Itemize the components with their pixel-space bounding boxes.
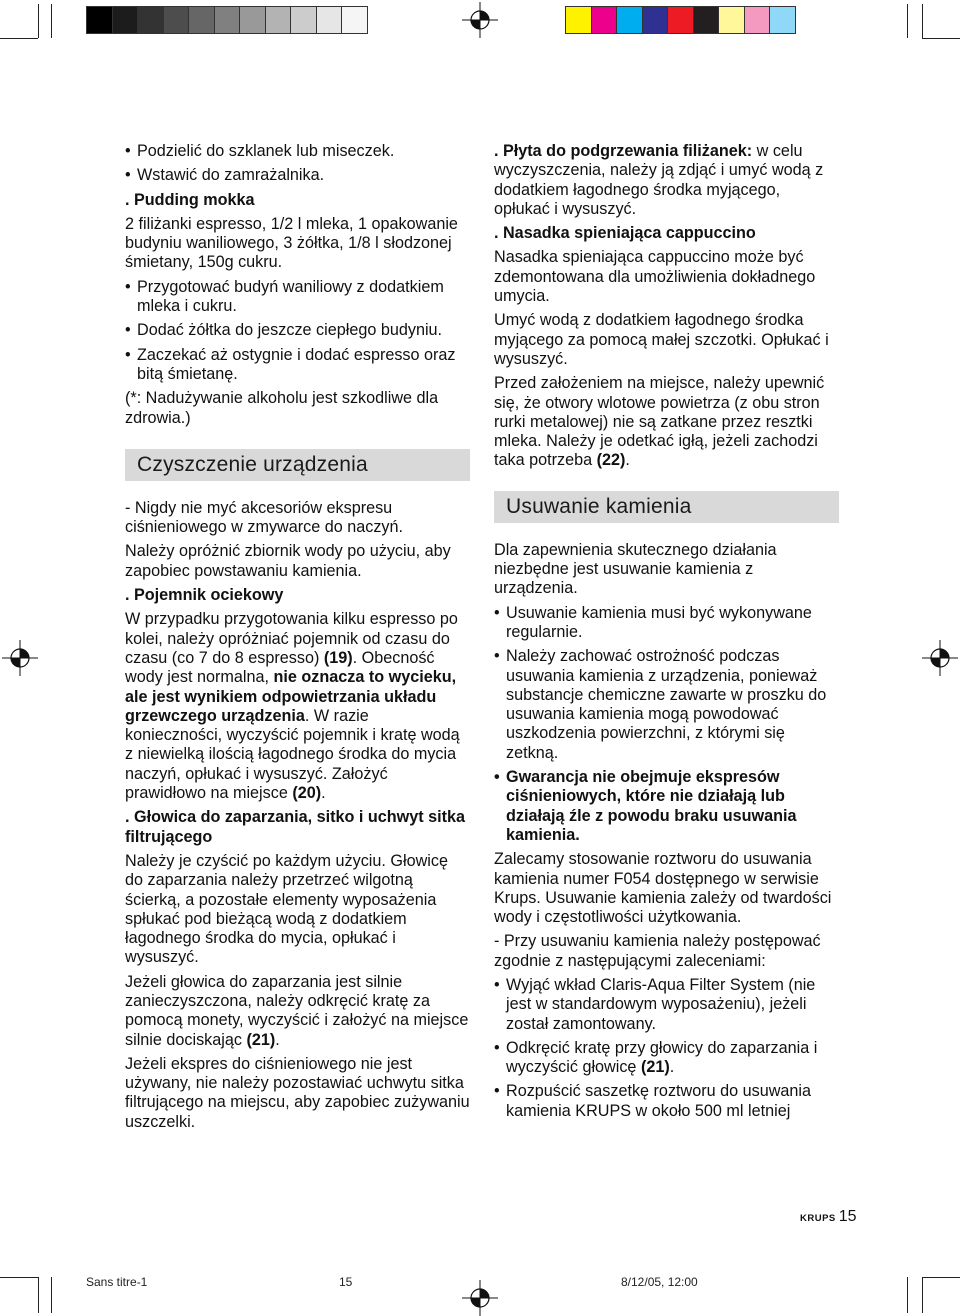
text-run: Jeżeli głowica do zaparzania jest silnie zanieczyszczona, należy odkręcić kratę za pomocą monety, wyczyścić i założyć na miejsce silnie dociskając <box>125 972 469 1049</box>
list-item: • Podzielić do szklanek lub miseczek. <box>125 142 470 161</box>
nozzle-paragraph: Nasadka spieniająca cappuccino może być zdemontowana dla umożliwienia dokładnego umycia. <box>494 248 816 306</box>
text-run: Przed założeniem na miejsce, należy upewnić się, że otwory wlotowe powietrza (z obu stron rurki metalowej) nie są zatkane przez resztki mleka. Należy je odetkać igłą, jeżeli zachodzi taka potrzeba <box>494 374 825 470</box>
text-run: w celu wyczyszczenia, należy ją zdjąć i umyć wodą z dodatkiem łagodnego środka myjącego, opłukać i wysuszyć. <box>494 142 824 218</box>
drip-tray-paragraph <box>125 610 470 803</box>
crop-mark <box>922 1277 960 1278</box>
gray-swatch <box>113 7 139 33</box>
figure-ref: (21) <box>246 1030 276 1049</box>
crop-mark <box>922 38 960 39</box>
color-calibration-bar <box>565 6 796 34</box>
list-item: • Przygotować budyń waniliowy z dodatkiem mleka i cukru. <box>125 278 470 317</box>
list-item: • Dodać żółtka do jeszcze ciepłego budyniu. <box>125 321 470 340</box>
list-item: • Rozpuścić saszetkę roztworu do usuwania kamienia KRUPS w około 500 ml letniej <box>494 1082 839 1121</box>
nozzle-paragraph <box>494 374 839 470</box>
color-swatch <box>719 7 745 33</box>
text-run: . <box>669 1058 675 1077</box>
color-swatch <box>770 7 795 33</box>
color-swatch <box>566 7 592 33</box>
crop-mark <box>0 38 38 39</box>
gray-swatch <box>189 7 215 33</box>
cleaning-heading: Czyszczenie urządzenia <box>125 449 470 481</box>
registration-mark-icon <box>2 640 38 676</box>
color-swatch <box>643 7 669 33</box>
footer-filename: Sans titre-1 <box>86 1275 148 1289</box>
text-run: . W razie konieczności, wyczyścić pojemnik i kratę wodą z niewielką ilością łagodnego środka do mycia naczyń, opłukać i wysuszyć. Założyć prawidłowo na miejsce <box>125 706 460 803</box>
cup-plate-paragraph <box>494 142 839 219</box>
crop-mark <box>907 1277 908 1313</box>
color-swatch <box>592 7 618 33</box>
nozzle-title: . Nasadka spieniająca cappuccino <box>494 224 756 243</box>
descaling-paragraph: - Przy usuwaniu kamienia należy postępować zgodnie z następującymi zaleceniami: <box>494 932 821 970</box>
figure-ref: (19) <box>323 648 353 667</box>
text-run: . Obecność wody jest normalna, <box>125 648 435 687</box>
cleaning-paragraph: Należy opróżnić zbiornik wody po użyciu, aby zapobiec powstawaniu kamienia. <box>125 542 451 580</box>
text-run: . <box>275 1030 280 1049</box>
figure-ref: (22) <box>596 451 626 470</box>
gray-swatch <box>266 7 292 33</box>
list-item: • Wstawić do zamrażalnika. <box>125 166 470 185</box>
text-run: . <box>625 451 630 470</box>
page-number <box>800 1208 857 1226</box>
crop-mark <box>51 4 52 38</box>
pudding-title: . Pudding mokka <box>125 190 255 209</box>
gray-swatch <box>138 7 164 33</box>
brew-head-title: . Głowica do zaparzania, sitko i uchwyt sitka filtrującego <box>125 808 466 846</box>
text-run-bold: nie oznacza to wycieku, ale jest wynikiem odpowietrzania układu grzewczego urządzenia <box>125 668 457 725</box>
registration-mark-icon <box>922 640 958 676</box>
crop-mark <box>51 1277 52 1313</box>
descaling-paragraph: Zalecamy stosowanie roztworu do usuwania kamienia numer F054 dostępnego w serwisie Krups. Usuwanie kamienia zależy od twardości wody i częstotliwości użytkowania. <box>494 850 832 927</box>
right-column <box>494 142 839 1126</box>
drip-tray-title: . Pojemnik ociekowy <box>125 586 284 605</box>
crop-mark <box>38 4 39 38</box>
gray-swatch <box>291 7 317 33</box>
list-item <box>494 1039 839 1078</box>
gray-swatch <box>317 7 343 33</box>
registration-mark-icon <box>462 1280 498 1316</box>
text-run: W przypadku przygotowania kilku espresso po kolei, należy opróżniać pojemnik od czasu do czasu (co 7 do 8 espresso) <box>125 610 458 667</box>
list-item: • Wyjąć wkład Claris-Aqua Filter System (nie jest w standardowym wyposażeniu), jeżeli został zamontowany. <box>494 976 839 1034</box>
color-swatch <box>668 7 694 33</box>
brew-head-paragraph: Należy je czyścić po każdym użyciu. Głowicę do zaparzania należy przetrzeć wilgotną ścierką, a pozostałe elementy wyposażenia spłukać pod bieżącą wodą z dodatkiem łagodnego środka do mycia, opłukać i wysuszyć. <box>125 851 448 967</box>
list-item: • Należy zachować ostrożność podczas usuwania kamienia z urządzenia, ponieważ substancje chemiczne zawarte w proszku do usuwania kamienia mogą powodować uszkodzenia powierzchni, z którymi się zetkną. <box>494 647 839 763</box>
color-swatch <box>617 7 643 33</box>
figure-ref: (20) <box>292 784 322 803</box>
brand-logo: KRUPS <box>800 1213 836 1224</box>
text-run: Odkręcić kratę przy głowicy do zaparzania i wyczyścić głowicę <box>506 1038 818 1077</box>
crop-mark <box>38 1277 39 1313</box>
crop-mark <box>0 1277 38 1278</box>
grayscale-calibration-bar <box>86 6 368 34</box>
registration-mark-icon <box>462 2 498 38</box>
warranty-warning: • Gwarancja nie obejmuje ekspresów ciśnieniowych, które nie działają lub działają źle z powodu braku usuwania kamienia. <box>494 768 839 845</box>
footer-page: 15 <box>339 1275 353 1289</box>
footer-datetime: 8/12/05, 12:00 <box>621 1275 698 1289</box>
list-item: • Usuwanie kamienia musi być wykonywane regularnie. <box>494 604 839 643</box>
crop-mark <box>907 4 908 38</box>
alcohol-note: (*: Nadużywanie alkoholu jest szkodliwe dla zdrowia.) <box>125 389 439 427</box>
page-number-value: 15 <box>838 1208 857 1225</box>
descaling-paragraph: Dla zapewnienia skutecznego działania niezbędne jest usuwanie kamienia z urządzenia. <box>494 540 777 598</box>
brew-head-paragraph: Jeżeli ekspres do ciśnieniowego nie jest używany, nie należy pozostawiać uchwytu sitka filtrującego na miejscu, aby zapobiec zużywaniu uszczelki. <box>125 1054 470 1131</box>
color-swatch <box>694 7 720 33</box>
color-swatch <box>745 7 771 33</box>
list-item: • Zaczekać aż ostygnie i dodać espresso oraz bitą śmietanę. <box>125 346 470 385</box>
pudding-ingredients: 2 filiżanki espresso, 1/2 l mleka, 1 opakowanie budyniu waniliowego, 3 żółtka, 1/8 l słodzonej śmietany, 150g cukru. <box>125 214 458 272</box>
crop-mark <box>922 4 923 38</box>
nozzle-paragraph: Umyć wodą z dodatkiem łagodnego środka myjącego za pomocą małej szczotki. Opłukać i wysuszyć. <box>494 311 829 368</box>
cleaning-paragraph: - Nigdy nie myć akcesoriów ekspresu ciśnieniowego w zmywarce do naczyń. <box>125 498 404 537</box>
gray-swatch <box>87 7 113 33</box>
descaling-heading: Usuwanie kamienia <box>494 491 839 523</box>
brew-head-paragraph <box>125 973 470 1050</box>
gray-swatch <box>215 7 241 33</box>
gray-swatch <box>240 7 266 33</box>
gray-swatch <box>164 7 190 33</box>
text-run: . <box>321 784 326 803</box>
left-column <box>125 142 470 1137</box>
cup-plate-title: . Płyta do podgrzewania filiżanek: <box>494 142 753 160</box>
crop-mark <box>922 1277 923 1313</box>
figure-ref: (21) <box>640 1058 670 1077</box>
gray-swatch <box>342 7 367 33</box>
